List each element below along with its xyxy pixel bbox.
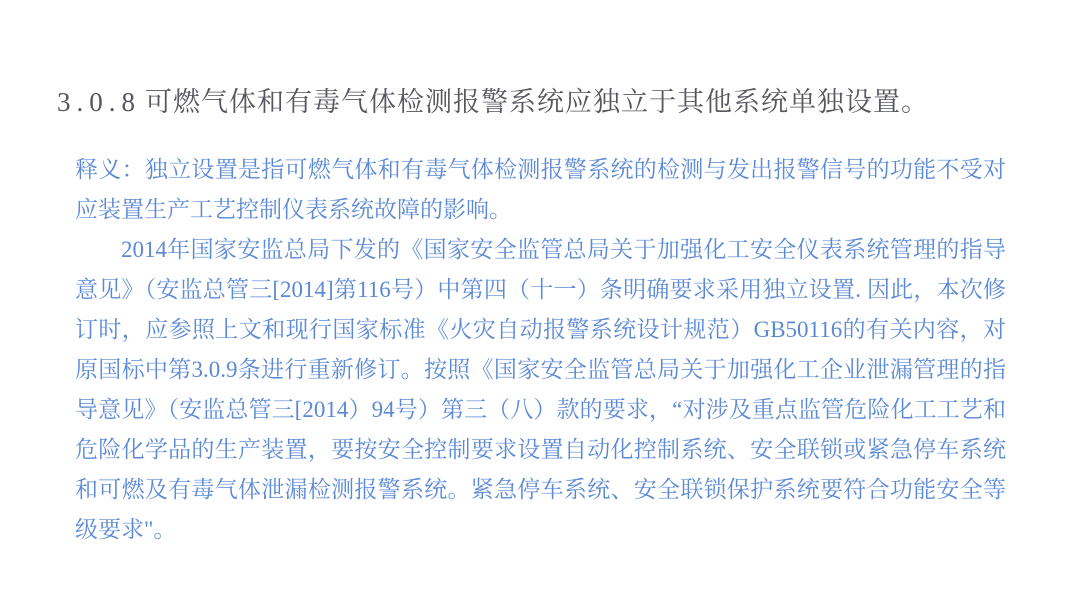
clause-heading xyxy=(57,80,929,119)
clause-title-text: 可燃气体和有毒气体检测报警系统应独立于其他系统单独设置。 xyxy=(145,87,929,117)
commentary-block xyxy=(75,150,1006,550)
commentary-paragraph-2: 2014年国家安监总局下发的《国家安全监管总局关于加强化工安全仪表系统管理的指导意见》（安监总管三[2014]第116号）中第四（十一）条明确要求采用独立设置. 因此，本次修订时，应参照上文和现行国家标准《火灾自动报警系统设计规范）GB50116的有关内容，对原国标中第3.0.9条进行重新修订。按照《国家安全监管总局关于加强化工企业泄漏管理的指导意见》（安监总管三[2014）94号）第三（八）款的要求，“对涉及重点监管危险化工工艺和危险化学品的生产装置，要按安全控制要求设置自动化控制系统、安全联锁或紧急停车系统和可燃及有毒气体泄漏检测报警系统。紧急停车系统、安全联锁保护系统要符合功能安全等级要求"。 xyxy=(75,237,1006,542)
clause-number: 3.0.8 xyxy=(57,87,141,117)
commentary-paragraph-1: 释义：独立设置是指可燃气体和有毒气体检测报警系统的检测与发出报警信号的功能不受对应装置生产工艺控制仪表系统故障的影响。 xyxy=(75,157,1006,222)
